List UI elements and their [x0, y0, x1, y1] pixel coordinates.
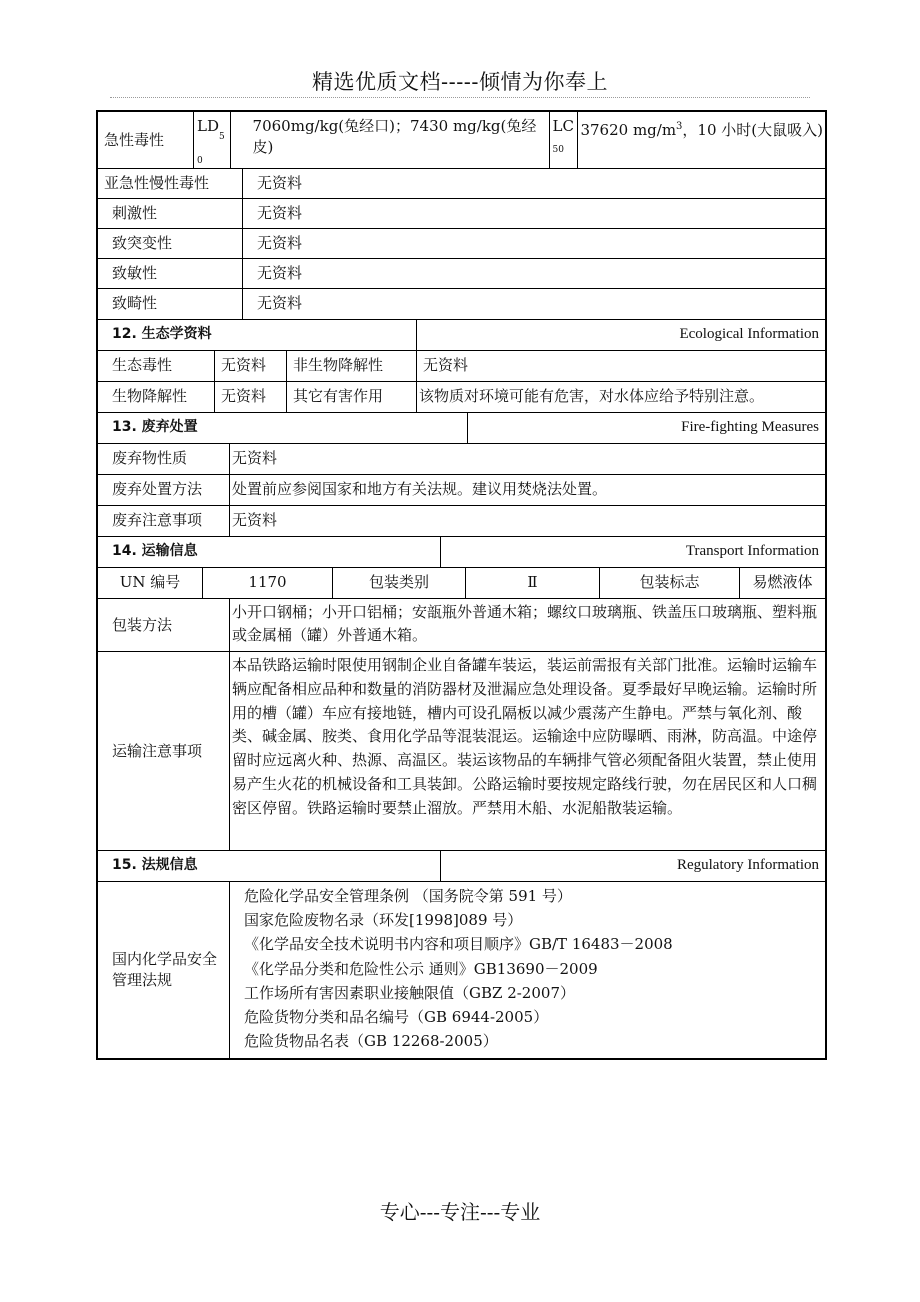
transport-id-row — [98, 568, 825, 599]
toxicity-value: 无资料 — [257, 234, 303, 252]
toxicity-row — [98, 169, 825, 199]
regulation-item: 工作场所有害因素职业接触限值（GBZ 2-2007） — [244, 983, 575, 1002]
toxicity-value: 无资料 — [257, 264, 303, 282]
section-15-header — [98, 851, 825, 882]
toxicity-row — [98, 259, 825, 289]
section-12-title-en: Ecological Information — [679, 326, 819, 342]
disposal-value: 无资料 — [232, 511, 278, 529]
ecology-label: 其它有害作用 — [287, 382, 417, 412]
toxicity-row — [98, 289, 825, 320]
disposal-value: 无资料 — [232, 449, 278, 467]
section-15-title: 15. 法规信息 — [98, 851, 441, 881]
section-13-title-en: Fire-fighting Measures — [681, 419, 819, 435]
section-14-title: 14. 运输信息 — [98, 537, 441, 567]
disposal-row — [98, 444, 825, 475]
page-header: 精选优质文档-----倾情为你奉上 — [312, 70, 608, 94]
disposal-value: 处置前应参阅国家和地方有关法规。建议用焚烧法处置。 — [232, 480, 608, 498]
header-divider — [110, 97, 810, 98]
toxicity-value: 无资料 — [257, 174, 303, 192]
disposal-row — [98, 506, 825, 537]
regulations-list — [230, 882, 825, 1058]
section-15-title-en: Regulatory Information — [676, 857, 819, 873]
ecology-row — [98, 382, 825, 413]
section-14-header — [98, 537, 825, 568]
disposal-row — [98, 475, 825, 506]
package-class-label: 包装类别 — [333, 568, 466, 598]
toxicity-label: 致敏性 — [98, 259, 243, 288]
ecology-value: 该物质对环境可能有危害，对水体应给予特别注意。 — [419, 387, 765, 405]
ecology-value: 无资料 — [215, 351, 287, 381]
ecology-label: 生物降解性 — [98, 382, 215, 412]
regulations-row — [98, 882, 825, 1058]
disposal-label: 废弃处置方法 — [98, 475, 230, 505]
ld50-value: 7060mg/kg(兔经口)；7430 mg/kg(兔经皮) — [231, 112, 550, 168]
package-method-value: 小开口钢桶；小开口铝桶；安瓿瓶外普通木箱；螺纹口玻璃瓶、铁盖压口玻璃瓶、塑料瓶或金属桶（罐）外普通木箱。 — [232, 603, 818, 644]
ecology-label: 非生物降解性 — [287, 351, 417, 381]
ecology-row — [98, 351, 825, 382]
page-footer: 专心---专注---专业 — [379, 1200, 541, 1224]
toxicity-label: 致畸性 — [98, 289, 243, 319]
toxicity-row — [98, 229, 825, 259]
ecology-value: 无资料 — [215, 382, 287, 412]
acute-toxicity-row — [98, 112, 825, 169]
toxicity-label: 亚急性慢性毒性 — [98, 169, 243, 198]
transport-notes-row — [98, 652, 825, 851]
toxicity-label: 致突变性 — [98, 229, 243, 258]
regulation-item: 危险货物品名表（GB 12268-2005） — [244, 1032, 498, 1051]
regulation-item: 危险货物分类和品名编号（GB 6944-2005） — [244, 1008, 549, 1027]
ecology-value: 无资料 — [423, 356, 469, 374]
ecology-label: 生态毒性 — [98, 351, 215, 381]
regulation-item: 危险化学品安全管理条例 （国务院令第 591 号） — [244, 887, 572, 905]
transport-notes-value: 本品铁路运输时限使用钢制企业自备罐车装运，装运前需报有关部门批准。运输时运输车辆应配备相应品种和数量的消防器材及泄漏应急处理设备。夏季最好早晚运输。运输时所用的槽（罐）车应有接地链，槽内可设孔隔板以减少震荡产生静电。严禁与氧化剂、酸类、碱金属、胺类、食用化学品等混装混运。运输途中应防曝晒、雨淋，防高温。中途停留时应远离火种、热源、高温区。装运该物品的车辆排气管必须配备阻火装置，禁止使用易产生火花的机械设备和工具装卸。公路运输时要按规定路线行驶，勿在居民区和人口稠密区停留。铁路运输时要禁止溜放。严禁用木船、水泥船散装运输。 — [232, 656, 818, 817]
package-mark-label: 包装标志 — [600, 568, 740, 598]
un-number-label: UN 编号 — [98, 568, 203, 598]
package-method-label: 包装方法 — [98, 599, 230, 651]
package-method-row — [98, 599, 825, 652]
section-14-title-en: Transport Information — [685, 543, 819, 559]
toxicity-label: 刺激性 — [98, 199, 243, 228]
section-13-title: 13. 废弃处置 — [98, 413, 468, 443]
ld50-label: $LD_5$ 0 — [194, 112, 231, 168]
toxicity-value: 无资料 — [257, 294, 303, 312]
regulations-label: 国内化学品安全管理法规 — [98, 882, 230, 1058]
regulation-item: 国家危险废物名录（环发[1998]089 号） — [244, 911, 523, 930]
transport-notes-label: 运输注意事项 — [98, 652, 230, 850]
lc50-value: 37620 $mg/m^3$，10 小时(大鼠吸入) — [580, 121, 823, 139]
package-class-value: Ⅱ — [466, 568, 600, 598]
acute-toxicity-label: 急性毒性 — [98, 112, 194, 168]
section-13-header — [98, 413, 825, 444]
disposal-label: 废弃物性质 — [98, 444, 230, 474]
section-12-title: 12. 生态学资料 — [98, 320, 417, 350]
disposal-label: 废弃注意事项 — [98, 506, 230, 536]
section-12-header — [98, 320, 825, 351]
regulation-item: 《化学品安全技术说明书内容和项目顺序》GB/T 16483－2008 — [244, 935, 673, 954]
toxicity-row — [98, 199, 825, 229]
lc50-label: LC 50 — [550, 112, 579, 168]
un-number-value: 1170 — [203, 568, 333, 598]
package-mark-value: 易燃液体 — [752, 573, 813, 591]
msds-table — [96, 110, 827, 1060]
regulation-item: 《化学品分类和危险性公示 通则》GB13690－2009 — [244, 959, 598, 978]
toxicity-value: 无资料 — [257, 204, 303, 222]
